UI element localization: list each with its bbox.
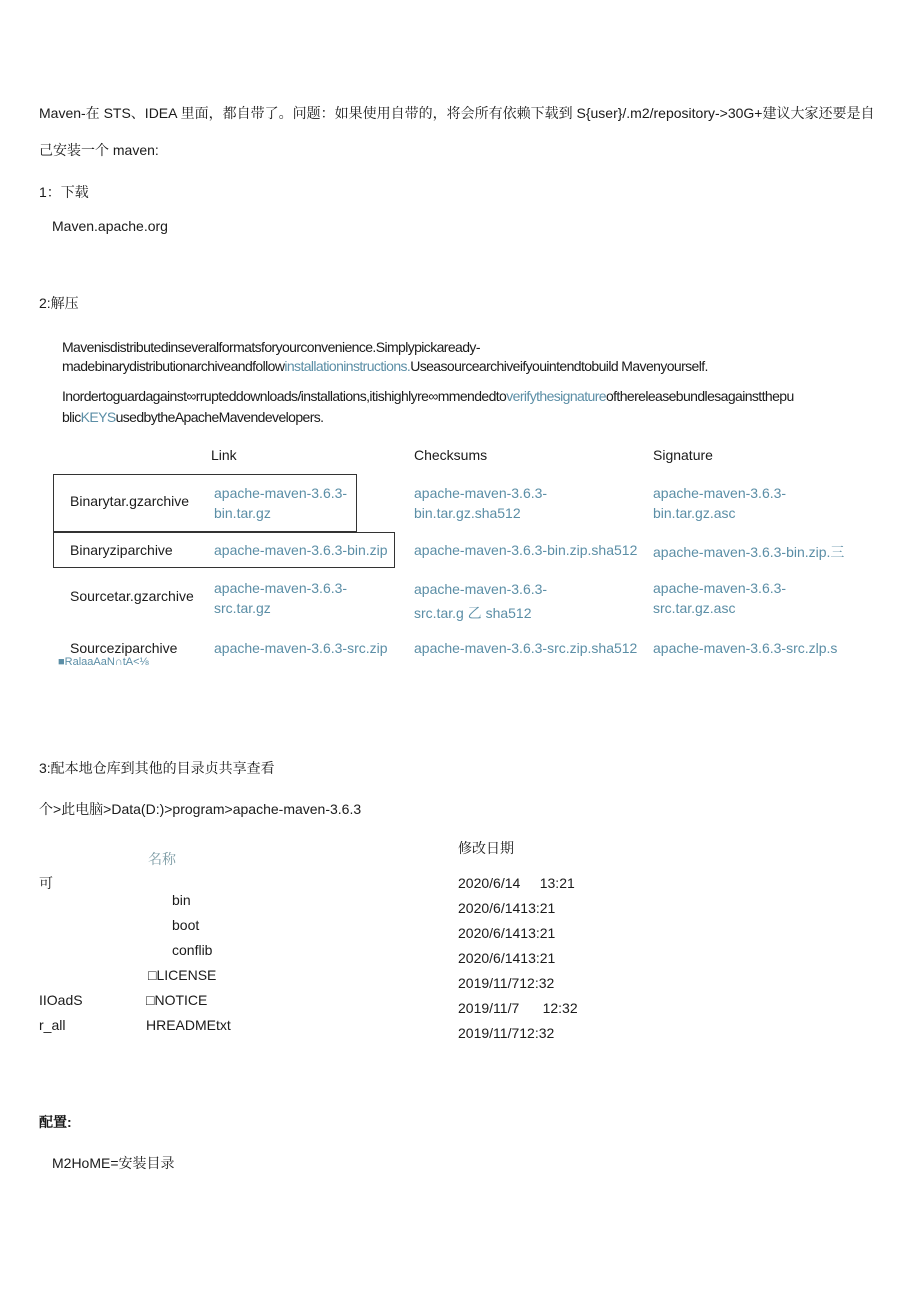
signature-link-binary-tar[interactable]: apache-maven-3.6.3- bin.tar.gz.asc xyxy=(653,485,787,521)
download-link-binary-zip[interactable]: apache-maven-3.6.3-bin.zip xyxy=(214,542,388,558)
file-date: 2019/11/712:32 xyxy=(458,1025,555,1041)
signature-link-source-tar[interactable]: apache-maven-3.6.3- src.tar.gz.asc xyxy=(653,580,787,616)
nav-pane-label: IIOadS xyxy=(39,992,83,1008)
intro-line-2: 己安装一个 maven: xyxy=(39,142,159,158)
checksum-link-source-tar[interactable]: apache-maven-3.6.3- src.tar.g 乙 sha512 xyxy=(414,581,548,621)
row-name-binary-tar: Binarytar.gzarchive xyxy=(70,493,190,509)
download-link-source-zip[interactable]: apache-maven-3.6.3-src.zip xyxy=(214,640,388,656)
nav-pane-label: 可 xyxy=(39,875,53,891)
col-header-checksums: Checksums xyxy=(414,447,488,463)
installation-instructions-link[interactable]: installationinstructions. xyxy=(284,358,411,374)
step3-heading: 3:配本地仓库到其他的目录贞共享查看 xyxy=(39,760,275,776)
file-item[interactable]: □NOTICE xyxy=(146,992,208,1008)
distribution-paragraph-line-2 xyxy=(62,358,708,374)
file-date: 2020/6/1413:21 xyxy=(458,950,556,966)
checksum-link-binary-tar[interactable]: apache-maven-3.6.3- bin.tar.gz.sha512 xyxy=(414,485,548,521)
signature-paragraph-line-1 xyxy=(62,388,794,404)
file-date: 2020/6/14 13:21 xyxy=(458,875,575,891)
col-header-date: 修改日期 xyxy=(458,840,514,856)
config-value: M2HoME=安装目录 xyxy=(52,1155,175,1171)
file-date: 2019/11/712:32 xyxy=(458,975,555,991)
col-header-link: Link xyxy=(211,447,237,463)
config-heading: 配置: xyxy=(39,1114,72,1130)
folder-breadcrumb: 个>此电脑>Data(D:)>program>apache-maven-3.6.3 xyxy=(39,801,362,817)
file-date: 2019/11/7 12:32 xyxy=(458,1000,578,1016)
col-header-name: 名称 xyxy=(148,851,176,867)
distribution-paragraph-line-1: Mavenisdistributedinseveralformatsforyourconvenience.Simplypickaready- xyxy=(62,339,480,355)
intro-line-1: Maven-在 STS、IDEA 里面，都自带了。问题：如果使用自带的，将会所有依赖下载到 S{user}/.m2/repository->30G+建议大家还要是自 xyxy=(39,105,875,121)
row-name-binary-zip: Binaryziparchive xyxy=(70,542,173,558)
signature-paragraph-line-2 xyxy=(62,409,323,425)
table-footnote: ■RalaaAaN∩tA<⅛ xyxy=(58,656,149,668)
maven-site: Maven.apache.org xyxy=(52,218,168,234)
signature-developers: usedbytheApacheMavendevelopers. xyxy=(115,409,324,425)
download-link-source-tar[interactable]: apache-maven-3.6.3- src.tar.gz xyxy=(214,580,348,616)
file-item[interactable]: conflib xyxy=(172,942,213,958)
row-name-source-tar: Sourcetar.gzarchive xyxy=(70,588,194,604)
signature-link-binary-zip[interactable]: apache-maven-3.6.3-bin.zip.三 xyxy=(653,544,845,560)
step1-heading: 1：下载 xyxy=(39,184,89,200)
file-date: 2020/6/1413:21 xyxy=(458,925,556,941)
distribution-text: madebinarydistributionarchiveandfollow xyxy=(62,358,285,374)
download-link-binary-tar[interactable]: apache-maven-3.6.3- bin.tar.gz xyxy=(214,485,348,521)
distribution-text-tail: Useasourcearchiveifyouintendtobuild Mavenyourself. xyxy=(410,358,708,374)
signature-text: Inordertoguardagainst∞rrupteddownloads/installations,itishighlyre∞mmendedto xyxy=(62,388,507,404)
nav-pane-label: r_all xyxy=(39,1017,66,1033)
file-item[interactable]: HREADMEtxt xyxy=(146,1017,231,1033)
checksum-link-binary-zip[interactable]: apache-maven-3.6.3-bin.zip.sha512 xyxy=(414,542,638,558)
signature-link-source-zip[interactable]: apache-maven-3.6.3-src.zlp.s xyxy=(653,640,838,656)
keys-link[interactable]: KEYS xyxy=(80,409,116,425)
file-item[interactable]: boot xyxy=(172,917,200,933)
file-item[interactable]: □LICENSE xyxy=(148,967,217,983)
signature-public: blic xyxy=(62,409,81,425)
checksum-link-source-zip[interactable]: apache-maven-3.6.3-src.zip.sha512 xyxy=(414,640,638,656)
col-header-signature: Signature xyxy=(653,447,713,463)
verify-signature-link[interactable]: verifythesignature xyxy=(506,388,606,404)
step2-heading: 2:解压 xyxy=(39,295,79,311)
file-date: 2020/6/1413:21 xyxy=(458,900,556,916)
signature-text-tail: ofthereleasebundlesagainstthepu xyxy=(605,388,794,404)
row-name-source-zip: Sourceziparchive xyxy=(70,640,178,656)
file-item[interactable]: bin xyxy=(172,892,191,908)
